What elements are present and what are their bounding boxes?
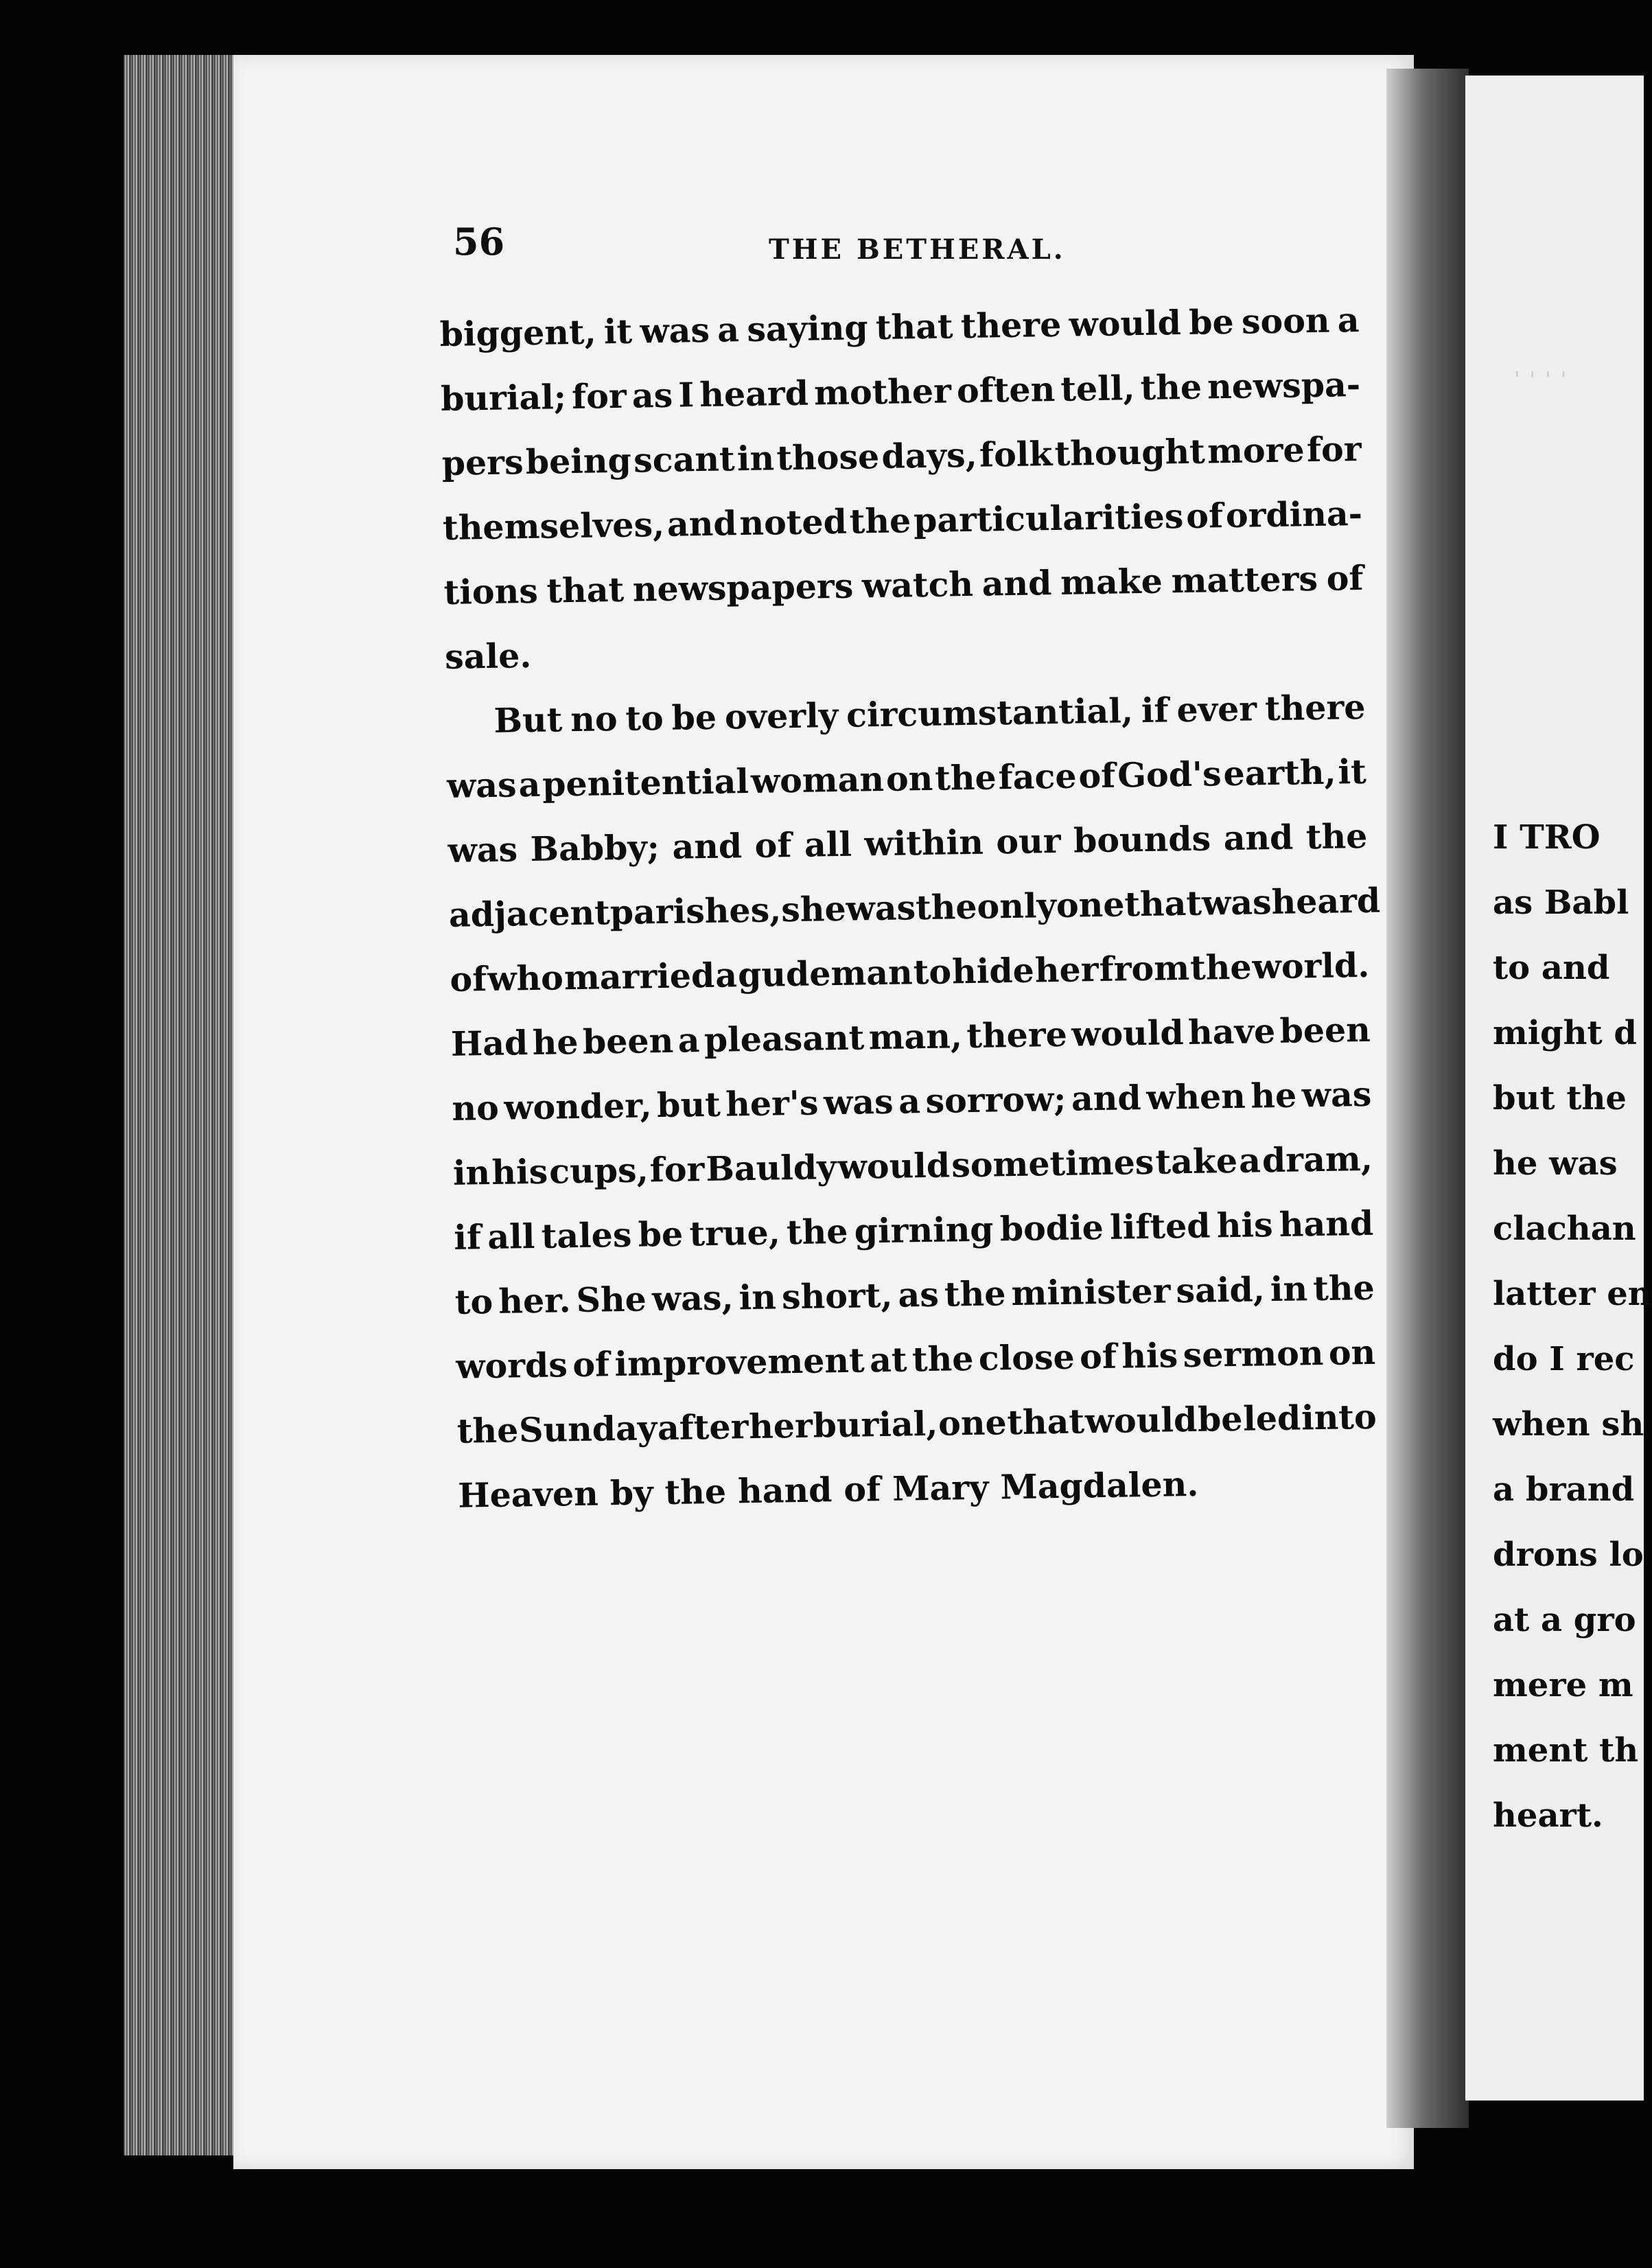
word: Babby;	[530, 827, 660, 870]
word: his	[1121, 1335, 1178, 1376]
word: one	[938, 1402, 1008, 1444]
word: improvement	[614, 1340, 865, 1385]
page-edges	[124, 55, 240, 2155]
book-gutter	[1386, 69, 1469, 2128]
word: that	[1124, 883, 1202, 925]
word: short,	[781, 1275, 893, 1317]
word: bodie	[999, 1207, 1104, 1249]
word: circumstantial,	[846, 691, 1134, 735]
word: the	[944, 1273, 1006, 1315]
word: She	[576, 1279, 647, 1321]
word: dram,	[1261, 1138, 1373, 1181]
word: who	[487, 958, 564, 999]
word: take	[1155, 1140, 1238, 1182]
word: hide	[951, 950, 1035, 992]
right-page-line: he was	[1493, 1144, 1618, 1183]
word: in	[738, 1277, 777, 1318]
right-page-line: but the	[1493, 1079, 1627, 1118]
word: his	[491, 1151, 548, 1192]
word: when	[1145, 1076, 1246, 1118]
right-page-line: at a gro	[1493, 1601, 1636, 1639]
word: matters	[1171, 558, 1318, 601]
word: a	[1337, 299, 1360, 340]
word: as	[898, 1274, 940, 1315]
word: adjacent	[448, 892, 611, 935]
word: married	[563, 955, 715, 998]
word: gudeman	[737, 952, 914, 995]
show-through-text: ˌ ˌ ˌ ˌ	[1513, 350, 1568, 380]
word: burial,	[813, 1403, 938, 1446]
word: her	[1034, 949, 1099, 991]
word: his	[1216, 1205, 1274, 1246]
word: being	[525, 440, 632, 483]
word: on	[885, 758, 933, 799]
word: scant	[633, 439, 736, 481]
word: biggent,	[439, 312, 597, 354]
word: Bauldy	[706, 1147, 837, 1190]
word: the	[849, 500, 911, 542]
word: more	[1207, 430, 1305, 472]
word: and	[981, 563, 1052, 604]
word: there	[966, 1014, 1068, 1056]
right-page-line: clachan	[1493, 1210, 1636, 1248]
word: one	[1056, 884, 1125, 925]
word: no	[452, 1087, 500, 1129]
word: heard	[1271, 880, 1381, 923]
word: was	[446, 765, 517, 806]
word: if	[1141, 690, 1170, 731]
word: would	[1084, 1399, 1198, 1442]
word: as	[631, 375, 673, 416]
word: was,	[651, 1277, 734, 1319]
word: soon	[1241, 300, 1330, 342]
word: true,	[688, 1212, 781, 1254]
word: on	[1328, 1332, 1376, 1373]
word: and	[1223, 817, 1294, 859]
right-page-line: ment th	[1493, 1731, 1639, 1770]
word: earth,	[1223, 752, 1337, 794]
word: the	[1305, 815, 1368, 857]
word: newspapers	[632, 566, 854, 610]
word: parishes,	[609, 890, 782, 933]
right-page-line: mere m	[1493, 1666, 1633, 1704]
word: to	[913, 951, 952, 993]
word: thought	[1054, 431, 1206, 474]
word: pers	[441, 442, 524, 483]
word: the	[911, 1338, 974, 1380]
word: all	[804, 824, 852, 865]
word: be	[671, 697, 717, 738]
body-text	[439, 288, 1381, 1528]
word: watch	[861, 564, 974, 606]
word: woman	[750, 759, 885, 801]
right-page-line: a brand	[1493, 1470, 1635, 1509]
word: to	[625, 697, 664, 739]
word: noted	[739, 501, 848, 544]
word: the	[786, 1211, 848, 1253]
word: ever	[1176, 688, 1257, 730]
word: of	[1326, 557, 1364, 599]
word: there	[1264, 686, 1366, 729]
word: of	[572, 1344, 610, 1385]
word: face	[998, 756, 1077, 798]
word: he	[1250, 1075, 1297, 1116]
right-page-line: latter en	[1493, 1275, 1652, 1313]
text-line: sale.	[444, 635, 532, 677]
word: a	[677, 1020, 700, 1061]
word: those	[776, 436, 880, 478]
word: for	[649, 1149, 705, 1190]
word: penitential	[542, 761, 749, 805]
word: for	[571, 375, 627, 417]
word: all	[487, 1216, 535, 1258]
right-page-line: heart.	[1493, 1796, 1603, 1835]
word: of	[1079, 1336, 1117, 1377]
word: tell,	[1060, 368, 1135, 409]
word: newspa-	[1207, 364, 1361, 407]
word: the	[1189, 947, 1253, 988]
word: was	[846, 888, 916, 929]
word: that	[546, 569, 625, 611]
word: hand	[1279, 1203, 1374, 1245]
right-page-line: do I rec	[1493, 1340, 1635, 1378]
right-page-line: to and	[1493, 949, 1610, 987]
word: in	[1270, 1269, 1308, 1310]
word: if	[453, 1217, 482, 1258]
word: a	[898, 1081, 921, 1122]
word: her	[748, 1405, 813, 1447]
word: Sunday	[518, 1408, 658, 1450]
word: a	[714, 955, 738, 995]
word: saying	[746, 308, 869, 349]
word: it	[603, 311, 633, 352]
word: tales	[541, 1214, 632, 1256]
word: girning	[854, 1209, 994, 1251]
word: no	[570, 699, 618, 740]
page-number: 56	[453, 220, 505, 264]
word: pleasant	[703, 1017, 865, 1061]
word: the	[456, 1410, 519, 1451]
word: man,	[868, 1016, 963, 1058]
word: that	[1006, 1401, 1085, 1443]
word: lifted	[1109, 1205, 1211, 1247]
word: the	[1312, 1267, 1375, 1309]
word: after	[657, 1407, 749, 1448]
show-through-text	[426, 1599, 1345, 1793]
word: of	[450, 959, 487, 999]
word: themselves,	[442, 504, 665, 548]
word: she	[780, 888, 847, 930]
word: minister	[1011, 1271, 1171, 1314]
word: into	[1301, 1396, 1377, 1438]
word: would	[1069, 303, 1182, 345]
word: and	[671, 826, 743, 867]
word: sorrow;	[925, 1078, 1067, 1122]
word: be	[1197, 1398, 1243, 1439]
word: it	[1338, 751, 1367, 792]
word: make	[1060, 561, 1163, 603]
word: overly	[724, 695, 839, 737]
running-head: THE BETHERAL.	[769, 233, 1066, 266]
word: ordina-	[1225, 493, 1363, 536]
word: sometimes	[951, 1142, 1154, 1185]
word: for	[1306, 428, 1362, 470]
word: sermon	[1183, 1332, 1324, 1376]
word: tions	[443, 570, 539, 612]
word: a	[717, 310, 740, 350]
right-page	[1465, 76, 1652, 2101]
word: wonder,	[503, 1085, 653, 1128]
word: the	[1140, 367, 1202, 408]
word: in	[736, 438, 775, 479]
word: bounds	[1073, 818, 1211, 861]
word: burial;	[440, 377, 567, 419]
right-page-line: might d	[1493, 1014, 1637, 1052]
word: the	[915, 886, 977, 928]
word: mother	[813, 371, 952, 413]
word: within	[864, 822, 984, 864]
word: to	[454, 1281, 493, 1322]
word: folk	[979, 433, 1053, 475]
word: Had	[450, 1023, 528, 1064]
word: world.	[1252, 945, 1370, 987]
word: from	[1099, 947, 1190, 990]
word: of	[754, 825, 792, 866]
right-page-line: as Babl	[1493, 883, 1629, 922]
word: the	[934, 757, 997, 798]
right-page-line: when sh	[1493, 1405, 1644, 1444]
word: heard	[699, 373, 809, 415]
word: was	[823, 1081, 894, 1123]
word: days,	[881, 435, 978, 476]
word: that	[875, 306, 953, 348]
word: close	[978, 1336, 1075, 1378]
word: said,	[1176, 1269, 1266, 1311]
word: been	[1279, 1009, 1371, 1051]
right-page-line: drons lo	[1493, 1536, 1644, 1574]
word: and	[1071, 1078, 1142, 1119]
word: of	[1185, 496, 1224, 536]
word: words	[455, 1345, 568, 1387]
word: in	[452, 1152, 491, 1193]
word: led	[1242, 1398, 1301, 1439]
word: be	[638, 1214, 684, 1255]
word: particularities	[913, 496, 1184, 541]
word: often	[956, 369, 1056, 411]
word: was	[639, 310, 710, 351]
word: her's	[725, 1083, 819, 1124]
word: was	[447, 829, 518, 870]
word: at	[869, 1339, 907, 1380]
word: I	[677, 375, 695, 415]
word: a	[518, 764, 541, 805]
word: of	[1078, 755, 1116, 796]
word: her.	[498, 1280, 571, 1321]
text-line: Heaven by the hand of Mary Magdalen.	[457, 1463, 1199, 1516]
word: he	[532, 1021, 579, 1063]
right-page-line: I TRO	[1493, 818, 1601, 857]
word: be	[1188, 301, 1235, 343]
word: was	[1201, 882, 1272, 923]
word: cups,	[548, 1150, 649, 1192]
word: God's	[1117, 754, 1222, 796]
word: only	[977, 885, 1057, 927]
word: But	[493, 699, 563, 741]
word: would	[1071, 1012, 1185, 1054]
word: was	[1301, 1074, 1372, 1115]
page-header	[453, 220, 1352, 275]
word: and	[666, 503, 738, 544]
word: there	[960, 304, 1062, 347]
word: have	[1187, 1011, 1276, 1052]
word: but	[656, 1084, 721, 1126]
word: been	[582, 1020, 674, 1062]
word: a	[1238, 1140, 1261, 1181]
word: our	[995, 820, 1061, 862]
word: would	[837, 1145, 951, 1188]
